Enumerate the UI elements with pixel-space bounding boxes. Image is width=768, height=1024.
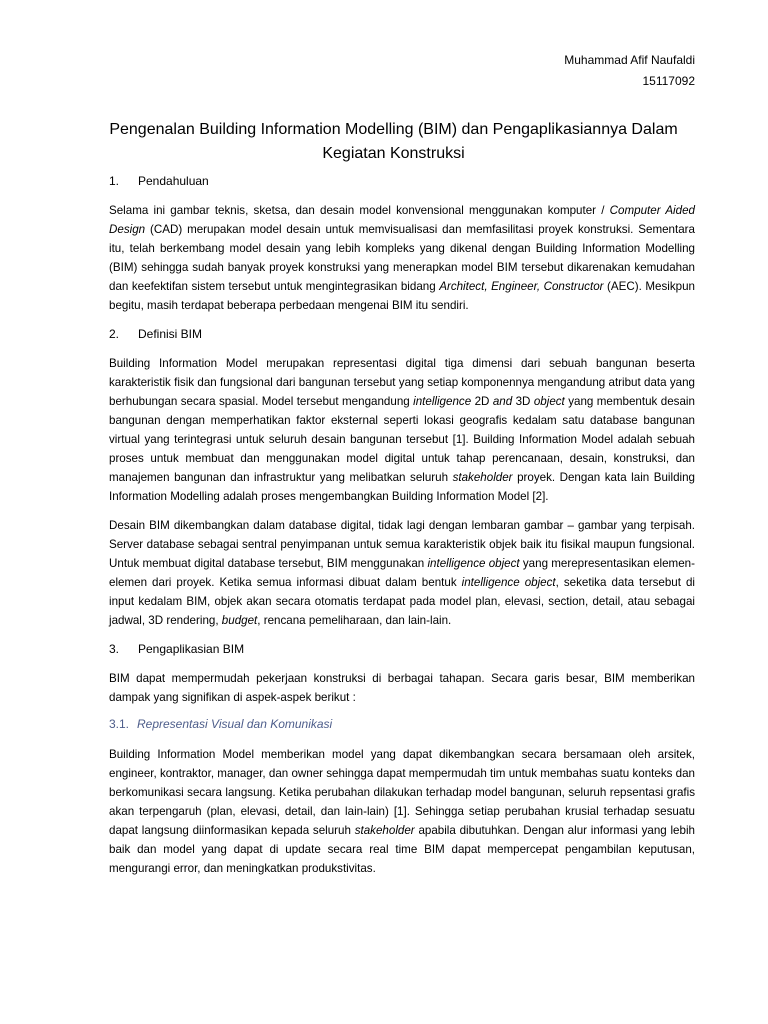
text-run: Building Information Model memberikan model yang dapat dikembangkan secara bersamaan oleh arsitek, engineer, kontraktor, manager, dan owner sehingga dapat mempermudah tim untuk membahas suatu konteks dan berkomunikasi secara langsung. Ketika perubahan dilakukan terhadap model bangunan, seluruh repsentasi grafis akan terpengaruh (plan, elevasi, detail, dan lain-lain) [1]. Sehingga setiap perubahan krusial terhadap sesuatu dapat langsung diinformasikan kepada seluruh (109, 748, 695, 837)
italic-term: object (533, 395, 565, 408)
text-run: yang membentuk desain bangunan dengan memperhatikan faktor eksternal seperti lokasi geografis kedalam satu database bangunan virtual yang terintegrasi untuk seluruh desain bangunan tersebut [1]. Building Information Model adalah sebuah proses untuk membuat dan menggunakan model digital untuk tahap perencanaan, desain, konstruksi, dan manajemen bangunan dan infrastruktur yang melibatkan seluruh (109, 395, 695, 484)
italic-term: budget (221, 614, 258, 627)
italic-term: Architect, Engineer, Constructor (439, 280, 604, 293)
paragraph-representasi (109, 745, 695, 878)
italic-term: stakeholder (354, 824, 415, 837)
section-heading-pengaplikasian (109, 640, 695, 658)
text-run: 3D (515, 395, 531, 408)
section-heading-definisi (109, 325, 695, 343)
italic-term: stakeholder (452, 471, 513, 484)
text-run: , rencana pemeliharaan, dan lain-lain. (257, 614, 452, 627)
text-run: Building Information Model merupakan representasi digital tiga dimensi dari sebuah bangunan beserta karakteristik fisik dan fungsional dari bangunan tersebut yang setiap komponennya mengandung atribut data yang berhubungan secara spasial. Model tersebut mengandung (109, 357, 695, 408)
author-id: 15117092 (642, 74, 695, 88)
section-number: 1. (109, 174, 120, 188)
section-title: Definisi BIM (138, 327, 203, 341)
italic-term: intelligence object (427, 557, 520, 570)
text-run: 2D (474, 395, 490, 408)
section-number: 2. (109, 327, 120, 341)
document-title: Pengenalan Building Information Modelling (BIM) dan Pengaplikasiannya Dalam Kegiatan Konstruksi (109, 121, 678, 162)
section-number: 3. (109, 642, 120, 656)
paragraph-definisi-1 (109, 354, 695, 506)
paragraph-pendahuluan (109, 201, 695, 315)
author-block (564, 50, 695, 92)
subsection-heading-representasi (109, 715, 695, 733)
paragraph-pengaplikasian: BIM dapat mempermudah pekerjaan konstruksi di berbagai tahapan. Secara garis besar, BIM memberikan dampak yang signifikan di aspek-aspek berikut : (109, 672, 695, 704)
subsection-number: 3.1. (109, 717, 130, 731)
section-title: Pendahuluan (138, 174, 209, 188)
text-run: Desain BIM dikembangkan dalam database digital, tidak lagi dengan lembaran gambar – gambar yang terpisah. Server database sebagai sentral penyimpanan untuk semua karakteristik objek baik itu fisikal maupun fungsional. Untuk membuat digital database tersebut, BIM menggunakan (109, 519, 695, 570)
paragraph-definisi-2 (109, 516, 695, 630)
text-run: Selama ini gambar teknis, sketsa, dan desain model konvensional menggunakan komputer / (109, 204, 605, 217)
document-body (109, 172, 695, 888)
author-name: Muhammad Afif Naufaldi (564, 53, 695, 67)
section-title: Pengaplikasian BIM (138, 642, 245, 656)
text-run: , seketika data tersebut di input kedalam BIM, objek akan secara otomatis terdapat pada model plan, elevasi, section, detail, atau sebagai jadwal, 3D rendering, (109, 576, 695, 627)
italic-term: intelligence (413, 395, 472, 408)
italic-term: Computer Aided Design (109, 204, 695, 236)
italic-term: intelligence object (461, 576, 556, 589)
text-run: proyek. Dengan kata lain Building Information Modelling adalah proses mengembangkan Building Information Model [2]. (109, 471, 695, 503)
text-run: (AEC). Mesikpun begitu, masih terdapat beberapa perbedaan mengenai BIM itu sendiri. (109, 280, 695, 312)
text-run: (CAD) merupakan model desain untuk memvisualisasi dan memfasilitasi proyek konstruksi. Sementara itu, telah berkembang model desain yang lebih kompleks yang dikenal dengan Building Information Modelling (BIM) sehingga sudah banyak proyek konstruksi yang menerapkan model BIM tersebut dikarenakan kemudahan dan keefektifan sistem tersebut untuk mengintegrasikan bidang (109, 223, 695, 293)
text-run: yang merepresentasikan elemen-elemen dari proyek. Ketika semua informasi dibuat dalam bentuk (109, 557, 695, 589)
italic-term: and (492, 395, 513, 408)
subsection-title: Representasi Visual dan Komunikasi (137, 717, 333, 731)
section-heading-pendahuluan (109, 172, 695, 190)
text-run: apabila dibutuhkan. Dengan alur informasi yang lebih baik dan model yang dapat di update secara real time BIM dapat mempercepat pengambilan keputusan, mengurangi error, dan meningkatkan produkstivitas. (109, 824, 695, 875)
